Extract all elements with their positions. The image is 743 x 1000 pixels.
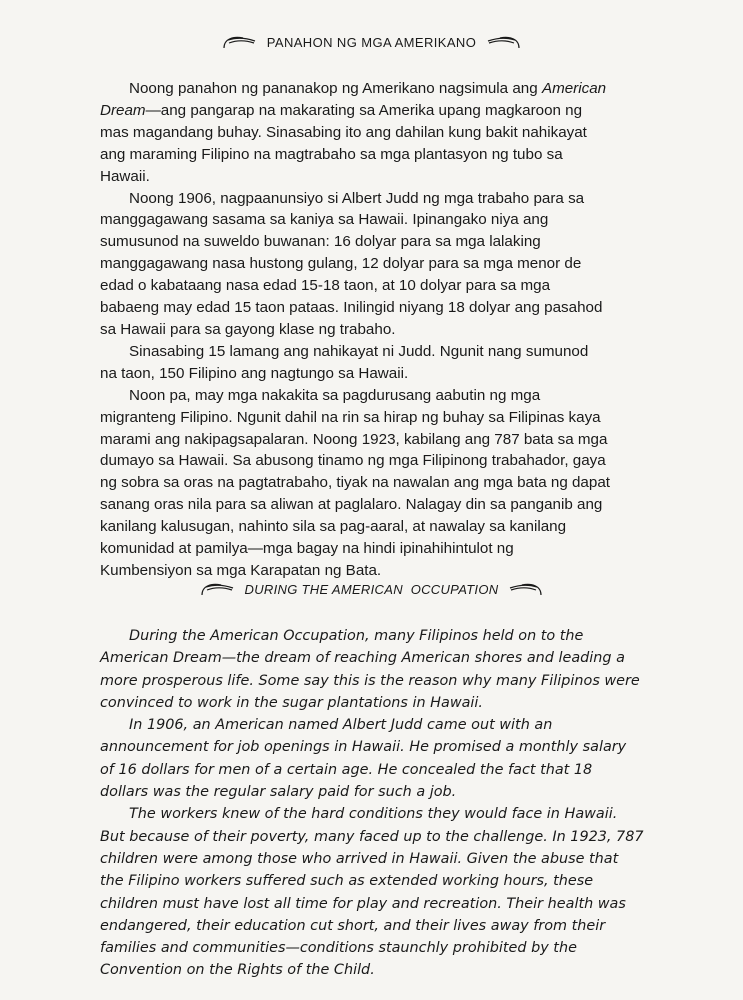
paragraph: [100, 803, 700, 981]
section-heading-text: DURING THE AMERICAN OCCUPATION: [244, 581, 499, 597]
text-line: sa Hawaii para sa gayong klase ng trabaho.: [100, 320, 396, 338]
text-line: endangered, their education cut short, and their lives away from their: [100, 917, 606, 934]
text-line: Dream—ang pangarap na makarating sa Amerika upang magkaroon ng: [100, 101, 583, 119]
paragraph: [100, 625, 700, 714]
text-line: komunidad at pamilya—mga bagay na hindi ipinahihintulot ng: [100, 540, 514, 558]
text-line: Sinasabing 15 lamang ang nahikayat ni Judd. Ngunit nang sumunod: [129, 342, 589, 360]
paragraph: [100, 188, 700, 341]
text-line: announcement for job openings in Hawaii. He promised a monthly salary: [100, 739, 627, 756]
text-line: convinced to work in the sugar plantations in Hawaii.: [100, 694, 483, 711]
text-line: children were among those who arrived in Hawaii. Given the abuse that: [100, 850, 619, 867]
text-line: The workers knew of the hard conditions they would face in Hawaii.: [129, 806, 618, 823]
text-line: babaeng may edad 15 taon pataas. Inilingid niyang 18 dolyar ang pasahod: [100, 299, 603, 317]
text-line: sumusunod na suweldo buwanan: 16 dolyar para sa mga lalaking: [100, 233, 541, 251]
english-text-block: [100, 625, 700, 982]
left-ornament-icon: [221, 33, 259, 51]
left-ornament-icon: [199, 580, 237, 598]
right-ornament-icon: [506, 580, 544, 598]
text-line: Noong panahon ng pananakop ng Amerikano nagsimula ang American: [129, 80, 607, 97]
text-line: na taon, 150 Filipino ang nagtungo sa Hawaii.: [100, 364, 409, 382]
section-heading-english: [0, 580, 743, 601]
text-line: manggagawang nasa hustong gulang, 12 dolyar para sa mga menor de: [100, 255, 582, 273]
text-line: mas magandang buhay. Sinasabing ito ang dahilan kung bakit nahikayat: [100, 123, 587, 141]
right-ornament-icon: [484, 33, 522, 51]
text-line: families and communities—conditions staunchly prohibited by the: [100, 940, 577, 957]
text-line: Kumbensiyon sa mga Karapatan ng Bata.: [100, 561, 382, 579]
text-line: Convention on the Rights of the Child.: [100, 962, 375, 979]
text-line: migranteng Filipino. Ngunit dahil na rin sa hirap ng buhay sa Filipinas kaya: [100, 408, 601, 426]
text-line: manggagawang sasama sa kaniya sa Hawaii. Ipinangako niya ang: [100, 211, 549, 229]
text-line: more prosperous life. Some say this is the reason why many Filipinos were: [100, 672, 640, 689]
section-heading-text: PANAHON NG MGA AMERIKANO: [266, 34, 477, 50]
text-line: marami ang nakipagsapalaran. Noong 1923, kabilang ang 787 bata sa mga: [100, 430, 608, 448]
text-line: ng sobra sa oras na pagtatrabaho, tiyak na nawalan ang mga bata ng dapat: [100, 474, 610, 492]
paragraph: [100, 78, 700, 188]
text-line: Noong 1906, nagpaanunsiyo si Albert Judd ng mga trabaho para sa: [129, 189, 585, 207]
section-heading-filipino: [0, 33, 743, 54]
paragraph: [100, 385, 700, 582]
text-line: But because of their poverty, many faced up to the challenge. In 1923, 787: [100, 828, 644, 845]
text-line: sanang oras nila para sa aliwan at paglalaro. Nalagay din sa panganib ang: [100, 496, 603, 514]
text-line: of 16 dollars for men of a certain age. He concealed the fact that 18: [100, 761, 593, 778]
text-line: dollars was the regular salary paid for such a job.: [100, 784, 457, 801]
paragraph: [100, 714, 700, 803]
text-line: children must have lost all time for play and recreation. Their health was: [100, 895, 626, 912]
text-line: During the American Occupation, many Filipinos held on to the: [129, 628, 584, 644]
text-line: American Dream—the dream of reaching American shores and leading a: [100, 650, 625, 667]
text-line: ang maraming Filipino na magtrabaho sa mga plantasyon ng tubo sa: [100, 145, 563, 163]
text-line: Hawaii.: [100, 167, 150, 185]
text-line: the Filipino workers suffered such as extended working hours, these: [100, 873, 594, 890]
text-line: In 1906, an American named Albert Judd came out with an: [129, 717, 553, 734]
text-line: Noon pa, may mga nakakita sa pagdurusang aabutin ng mga: [129, 386, 541, 404]
text-line: dumayo sa Hawaii. Sa abusong tinamo ng mga Filipinong trabahador, gaya: [100, 452, 606, 470]
text-line: kanilang kalusugan, nahinto sila sa pag-aaral, at nawalay sa kanilang: [100, 518, 567, 536]
text-line: edad o kabataang nasa edad 15-18 taon, at 10 dolyar para sa mga: [100, 277, 551, 295]
paragraph: [100, 341, 700, 385]
filipino-text-block: [100, 78, 700, 582]
